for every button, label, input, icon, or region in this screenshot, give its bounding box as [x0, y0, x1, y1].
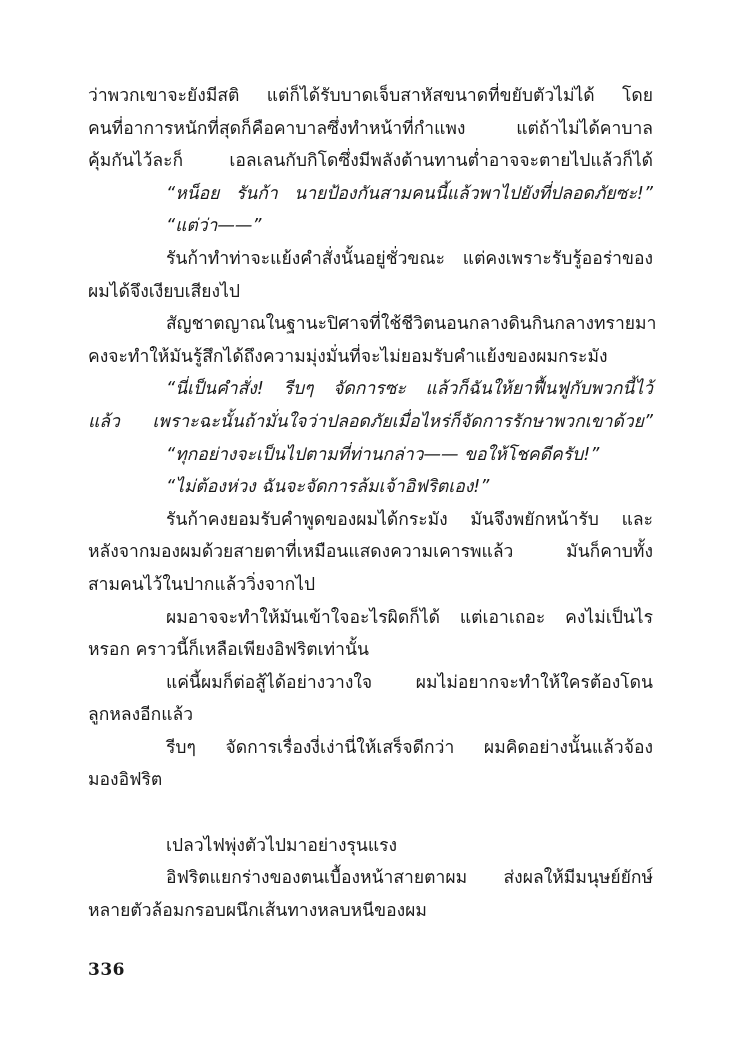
text-line: แล้ว เพราะฉะนั้นถ้ามั่นใจว่าปลอดภัยเมื่อไหร่ก็จัดการรักษาพวกเขาด้วย” — [88, 411, 653, 432]
text-line: อิฟริตแยกร่างของตนเบื้องหน้าสายตาผม ส่งผลให้มีมนุษย์ยักษ์ — [166, 868, 653, 889]
text-line: หลายตัวล้อมกรอบผนึกเส้นทางหลบหนีของผม — [88, 900, 427, 921]
text-line: “ทุกอย่างจะเป็นไปตามที่ท่านกล่าว—— ขอให้โชคดีครับ!” — [166, 444, 600, 465]
text-line: ผมได้จึงเงียบเสียงไป — [88, 281, 241, 302]
text-line: รีบๆ จัดการเรื่องงี่เง่านี่ให้เสร็จดีกว่า ผมคิดอย่างนั้นแล้วจ้อง — [166, 737, 653, 758]
text-line: คุ้มกันไว้ละก็ เอลเลนกับกิโดซึ่งมีพลังต้านทานต่ำอาจจะตายไปแล้วก็ได้ — [88, 151, 653, 172]
blank-line — [88, 797, 653, 830]
text-line: เปลวไฟพุ่งตัวไปมาอย่างรุนแรง — [166, 835, 398, 856]
text-line: สัญชาตญาณในฐานะปิศาจที่ใช้ชีวิตนอนกลางดินกินกลางทรายมา — [166, 314, 657, 335]
text-line: ลูกหลงอีกแล้ว — [88, 705, 194, 726]
text-line: สามคนไว้ในปากแล้ววิ่งจากไป — [88, 574, 316, 595]
text-line: คนที่อาการหนักที่สุดก็คือคาบาลซึ่งทำหน้าที่กำแพง แต่ถ้าไม่ได้คาบาล — [88, 118, 653, 139]
text-line: แค่นี้ผมก็ต่อสู้ได้อย่างวางใจ ผมไม่อยากจะทำให้ใครต้องโดน — [166, 672, 653, 693]
text-line: “ไม่ต้องห่วง ฉันจะจัดการล้มเจ้าอิฟริตเอง!” — [166, 477, 490, 498]
text-line: “นี่เป็นคำสั่ง! รีบๆ จัดการซะ แล้วก็ฉันให้ยาฟื้นฟูกับพวกนี้ไว้ — [166, 379, 653, 400]
text-line: คงจะทำให้มันรู้สึกได้ถึงความมุ่งมั่นที่จะไม่ยอมรับคำแย้งของผมกระมัง — [88, 346, 608, 367]
text-line: หลังจากมองผมด้วยสายตาที่เหมือนแสดงความเคารพแล้ว มันก็คาบทั้ง — [88, 542, 653, 563]
text-line: “หน็อย รันก้า นายป้องกันสามคนนี้แล้วพาไปยังที่ปลอดภัยซะ!” — [166, 183, 653, 204]
body-text — [88, 80, 657, 927]
text-line: รันก้าทำท่าจะแย้งคำสั่งนั้นอยู่ชั่วขณะ แต่คงเพราะรับรู้ออร่าของ — [166, 248, 653, 269]
text-line: รันก้าคงยอมรับคำพูดของผมได้กระมัง มันจึงพยักหน้ารับ และ — [166, 509, 653, 530]
text-line: ว่าพวกเขาจะยังมีสติ แต่ก็ได้รับบาดเจ็บสาหัสขนาดที่ขยับตัวไม่ได้ โดย — [88, 86, 653, 106]
text-line: มองอิฟริต — [88, 770, 163, 791]
text-line: หรอก คราวนี้ก็เหลือเพียงอิฟริตเท่านั้น — [88, 640, 369, 661]
page-number: 336 — [88, 960, 125, 980]
text-line: “แต่ว่า——” — [166, 216, 262, 237]
text-line: ผมอาจจะทำให้มันเข้าใจอะไรผิดก็ได้ แต่เอาเถอะ คงไม่เป็นไร — [166, 607, 653, 628]
